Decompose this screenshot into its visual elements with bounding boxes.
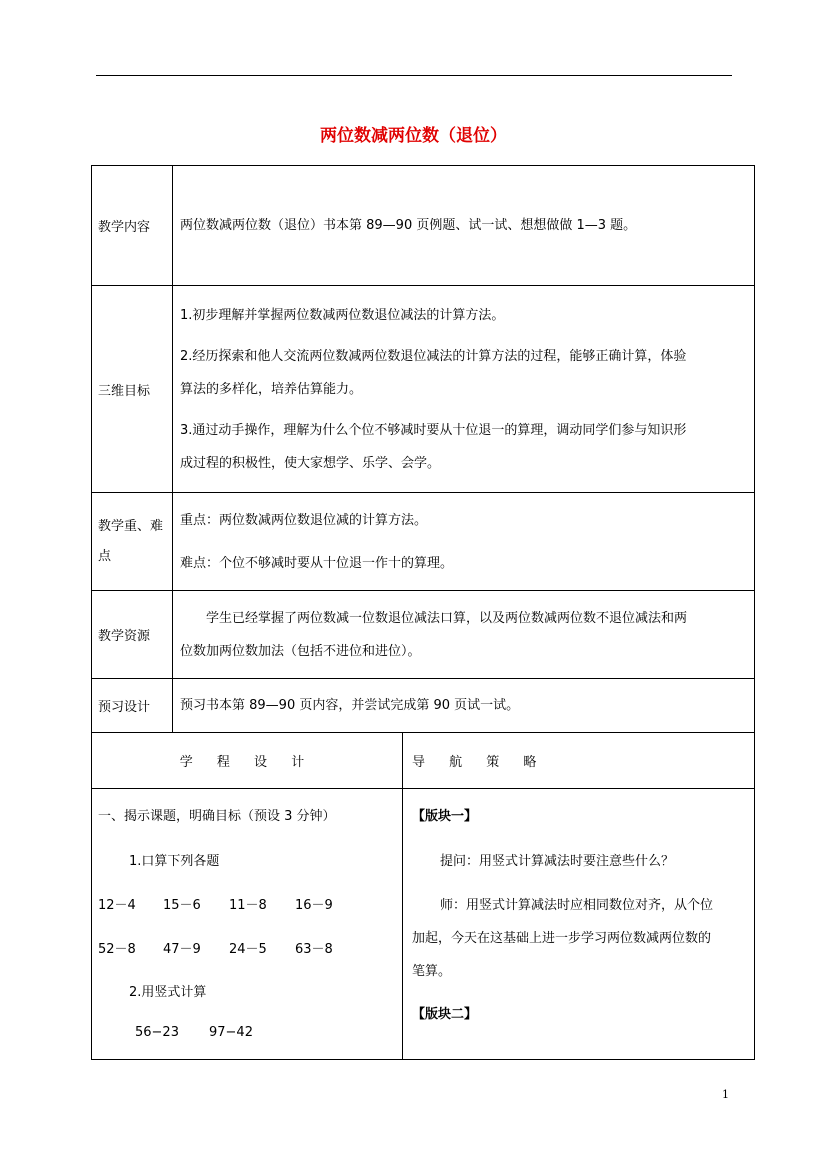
- oral-calc-heading: 1.口算下列各题: [129, 854, 220, 869]
- learning-process-heading: 学 程 设 计: [179, 755, 315, 770]
- navigation-strategy-heading: 导 航 策 略: [412, 755, 547, 770]
- row-teaching-content: [92, 166, 754, 285]
- lesson-plan-table: [91, 165, 755, 1060]
- vertical-problem: 56−23: [135, 1025, 179, 1040]
- design-body-row: [92, 788, 754, 1059]
- row-preview: [92, 678, 754, 732]
- teacher-line-1: 师：用竖式计算减法时应相同数位对齐，从个位: [440, 898, 714, 913]
- resources-line2: 位数加两位数加法（包括不进位和进位）。: [180, 643, 421, 659]
- preview-text: 预习书本第 89—90 页内容，并尝试完成第 90 页试一试。: [180, 698, 520, 713]
- label-key-points-line2: 点: [98, 548, 112, 564]
- goal-2-line1: 2.经历探索和他人交流两位数减两位数退位减法的计算方法的过程，能够正确计算，体验: [180, 348, 687, 364]
- block-2-label: 【版块二】: [412, 1007, 478, 1022]
- teaching-content-text: 两位数减两位数（退位）书本第 89—90 页例题、试一试、想想做做 1—3 题。: [180, 218, 637, 233]
- label-key-points-line1: 教学重、难: [98, 518, 164, 534]
- goal-2-line2: 算法的多样化，培养估算能力。: [180, 381, 363, 397]
- row-resources: [92, 590, 754, 678]
- header-rule: [96, 75, 732, 76]
- resources-line1: 学生已经掌握了两位数减一位数退位减法口算，以及两位数减两位数不退位减法和两: [206, 610, 688, 626]
- design-left-cell: [92, 789, 403, 1059]
- oral-problem: 47－9: [163, 942, 201, 957]
- label-goals: 三维目标: [92, 286, 173, 492]
- goal-1: 1.初步理解并掌握两位数减两位数退位减法的计算方法。: [180, 307, 505, 323]
- design-left-header-cell: [92, 733, 403, 788]
- label-resources: 教学资源: [92, 591, 173, 678]
- section-heading: 一、揭示课题，明确目标（预设 3 分钟）: [98, 809, 336, 824]
- oral-problem: 63－8: [295, 942, 333, 957]
- teacher-line-3: 笔算。: [412, 964, 452, 979]
- goals-cell: [173, 286, 754, 492]
- question-text: 提问：用竖式计算减法时要注意些什么？: [440, 854, 675, 869]
- goal-3-line1: 3.通过动手操作，理解为什么个位不够减时要从十位退一的算理，调动同学们参与知识形: [180, 422, 687, 438]
- preview-cell: [173, 679, 754, 732]
- oral-problem: 12－4: [98, 898, 136, 913]
- oral-problem: 16－9: [295, 898, 333, 913]
- goal-3-line2: 成过程的积极性，使大家想学、乐学、会学。: [180, 455, 441, 471]
- resources-cell: [173, 591, 754, 678]
- oral-problem: 15－6: [163, 898, 201, 913]
- design-right-header-cell: [403, 733, 754, 788]
- vertical-problem: 97−42: [209, 1025, 253, 1040]
- teaching-content-cell: [173, 166, 754, 285]
- page-number: 1: [722, 1088, 729, 1101]
- teacher-line-2: 加起，今天在这基础上进一步学习两位数减两位数的: [412, 931, 712, 946]
- row-goals: [92, 285, 754, 492]
- key-point-text: 重点：两位数减两位数退位减的计算方法。: [180, 512, 428, 528]
- oral-problem: 11－8: [229, 898, 267, 913]
- row-key-points: [92, 492, 754, 590]
- key-points-cell: [173, 493, 754, 590]
- difficulty-text: 难点：个位不够减时要从十位退一作十的算理。: [180, 555, 454, 571]
- label-teaching-content: 教学内容: [92, 166, 173, 285]
- oral-problem: 52－8: [98, 942, 136, 957]
- vertical-calc-heading: 2.用竖式计算: [129, 985, 207, 1000]
- design-right-cell: [403, 789, 754, 1059]
- page-title: 两位数减两位数（退位）: [320, 126, 507, 146]
- design-header-row: [92, 732, 754, 788]
- label-preview: 预习设计: [92, 679, 173, 732]
- oral-problem: 24－5: [229, 942, 267, 957]
- block-1-label: 【版块一】: [412, 809, 478, 824]
- label-key-points: [92, 493, 173, 590]
